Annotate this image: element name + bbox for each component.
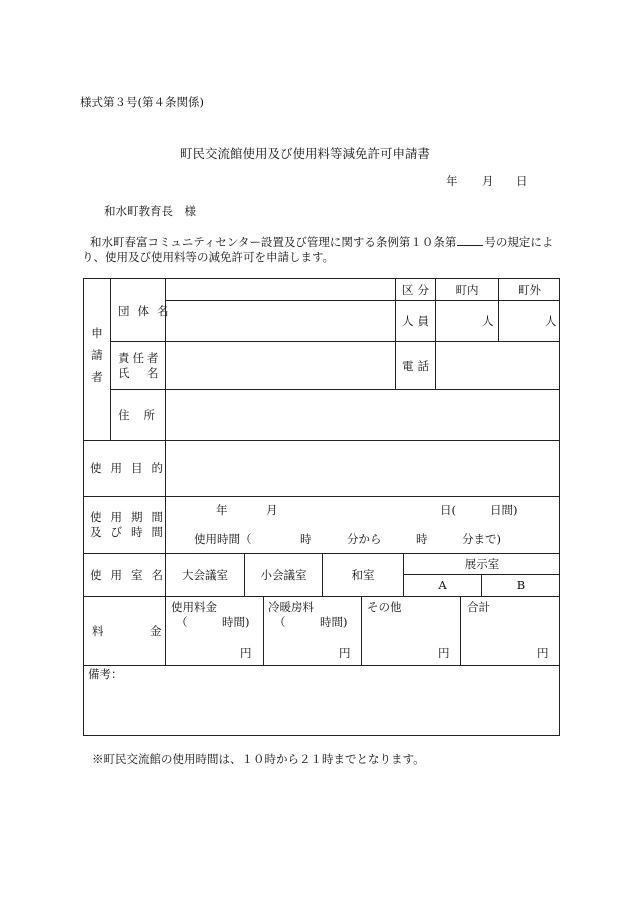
remarks-label: 備考： (88, 667, 123, 681)
total-fee-label: 合計 (467, 600, 490, 614)
fee-label-1: 料 (92, 624, 104, 638)
end-hour-unit: 時 (416, 532, 428, 546)
heating-fee-yen: 円 (339, 646, 351, 660)
intro-line-1 (90, 235, 553, 249)
in-town-headcount-field[interactable] (436, 301, 480, 340)
purpose-label: 使用目的 (90, 461, 172, 475)
ordinance-number-blank[interactable] (457, 235, 483, 246)
date-year-label: 年 (446, 174, 458, 188)
exhibition-room-a-option[interactable]: A (438, 578, 447, 592)
divider (460, 596, 461, 665)
divider (263, 596, 264, 665)
in-town-person-unit: 人 (482, 314, 494, 328)
divider (395, 278, 396, 389)
page-title: 町民交流館使用及び使用料等減免許可申請書 (180, 146, 431, 161)
exhibition-room-label: 展示室 (464, 557, 500, 571)
date-day-label: 日 (516, 174, 528, 188)
form-number: 様式第３号(第４条関係) (80, 95, 204, 109)
end-minute-until: 分まで) (462, 532, 501, 546)
total-fee-yen: 円 (537, 646, 549, 660)
in-town-label: 町内 (455, 283, 479, 297)
period-label-2: 及び時間 (90, 525, 172, 539)
usage-time-label: 使用時間（ (194, 532, 252, 546)
room-label: 使用室名 (90, 568, 172, 582)
responsible-label-1: 責任者 (118, 351, 162, 365)
other-fee-yen: 円 (438, 646, 450, 660)
usage-hours: （ 時間) (176, 615, 250, 629)
divider (361, 596, 362, 665)
out-town-headcount-field[interactable] (499, 301, 543, 340)
footnote: ※町民交流館の使用時間は、１０時から２１時までとなります。 (92, 752, 425, 766)
usage-fee-yen: 円 (240, 646, 252, 660)
other-fee-label: その他 (367, 600, 402, 614)
japanese-room-option[interactable]: 和室 (351, 568, 375, 582)
address-field[interactable] (166, 390, 559, 439)
responsible-name-field[interactable] (166, 342, 394, 388)
intro-part-1: 和水町春富コミュニティセンター設置及び管理に関する条例第１０条第 (90, 235, 457, 249)
small-hall-option[interactable]: 小会議室 (260, 568, 307, 582)
exhibition-room-b-option[interactable]: B (516, 578, 526, 592)
headcount-label: 人員 (402, 314, 433, 328)
address-label: 住所 (118, 408, 169, 422)
period-day-open: 日( (440, 503, 456, 517)
addressee: 和水町教育長 様 (104, 204, 196, 218)
period-label-1: 使用期間 (90, 510, 172, 524)
intro-part-2: 号の規定によ (484, 235, 554, 249)
purpose-field[interactable] (166, 441, 559, 495)
phone-field[interactable] (436, 342, 559, 388)
applicant-label: 申請者 (91, 326, 103, 384)
intro-line-2: り、使用及び使用料等の減免許可を申請します。 (82, 250, 335, 264)
responsible-label-2: 氏 名 (118, 366, 162, 380)
group-name-field[interactable] (166, 279, 394, 340)
start-hour-unit: 時 (300, 532, 312, 546)
divider (83, 496, 560, 497)
phone-label: 電話 (402, 359, 433, 373)
heating-fee-label: 冷暖房料 (268, 600, 314, 614)
start-minute-from: 分から (347, 532, 382, 546)
period-month: 月 (266, 503, 278, 517)
divider (83, 596, 560, 597)
usage-fee-label: 使用料金 (171, 600, 217, 614)
date-month-label: 月 (482, 174, 494, 188)
large-hall-option[interactable]: 大会議室 (182, 568, 228, 582)
out-town-person-unit: 人 (545, 314, 557, 328)
divider (83, 665, 560, 666)
category-label: 区分 (402, 283, 433, 297)
period-days-close: 日間) (490, 503, 518, 517)
period-year: 年 (216, 503, 228, 517)
fee-label-2: 金 (150, 624, 162, 638)
divider (110, 278, 111, 440)
out-town-label: 町外 (518, 283, 541, 297)
group-name-label: 団体名 (118, 304, 177, 318)
remarks-field[interactable] (84, 684, 559, 735)
heating-hours: （ 時間) (274, 615, 348, 629)
